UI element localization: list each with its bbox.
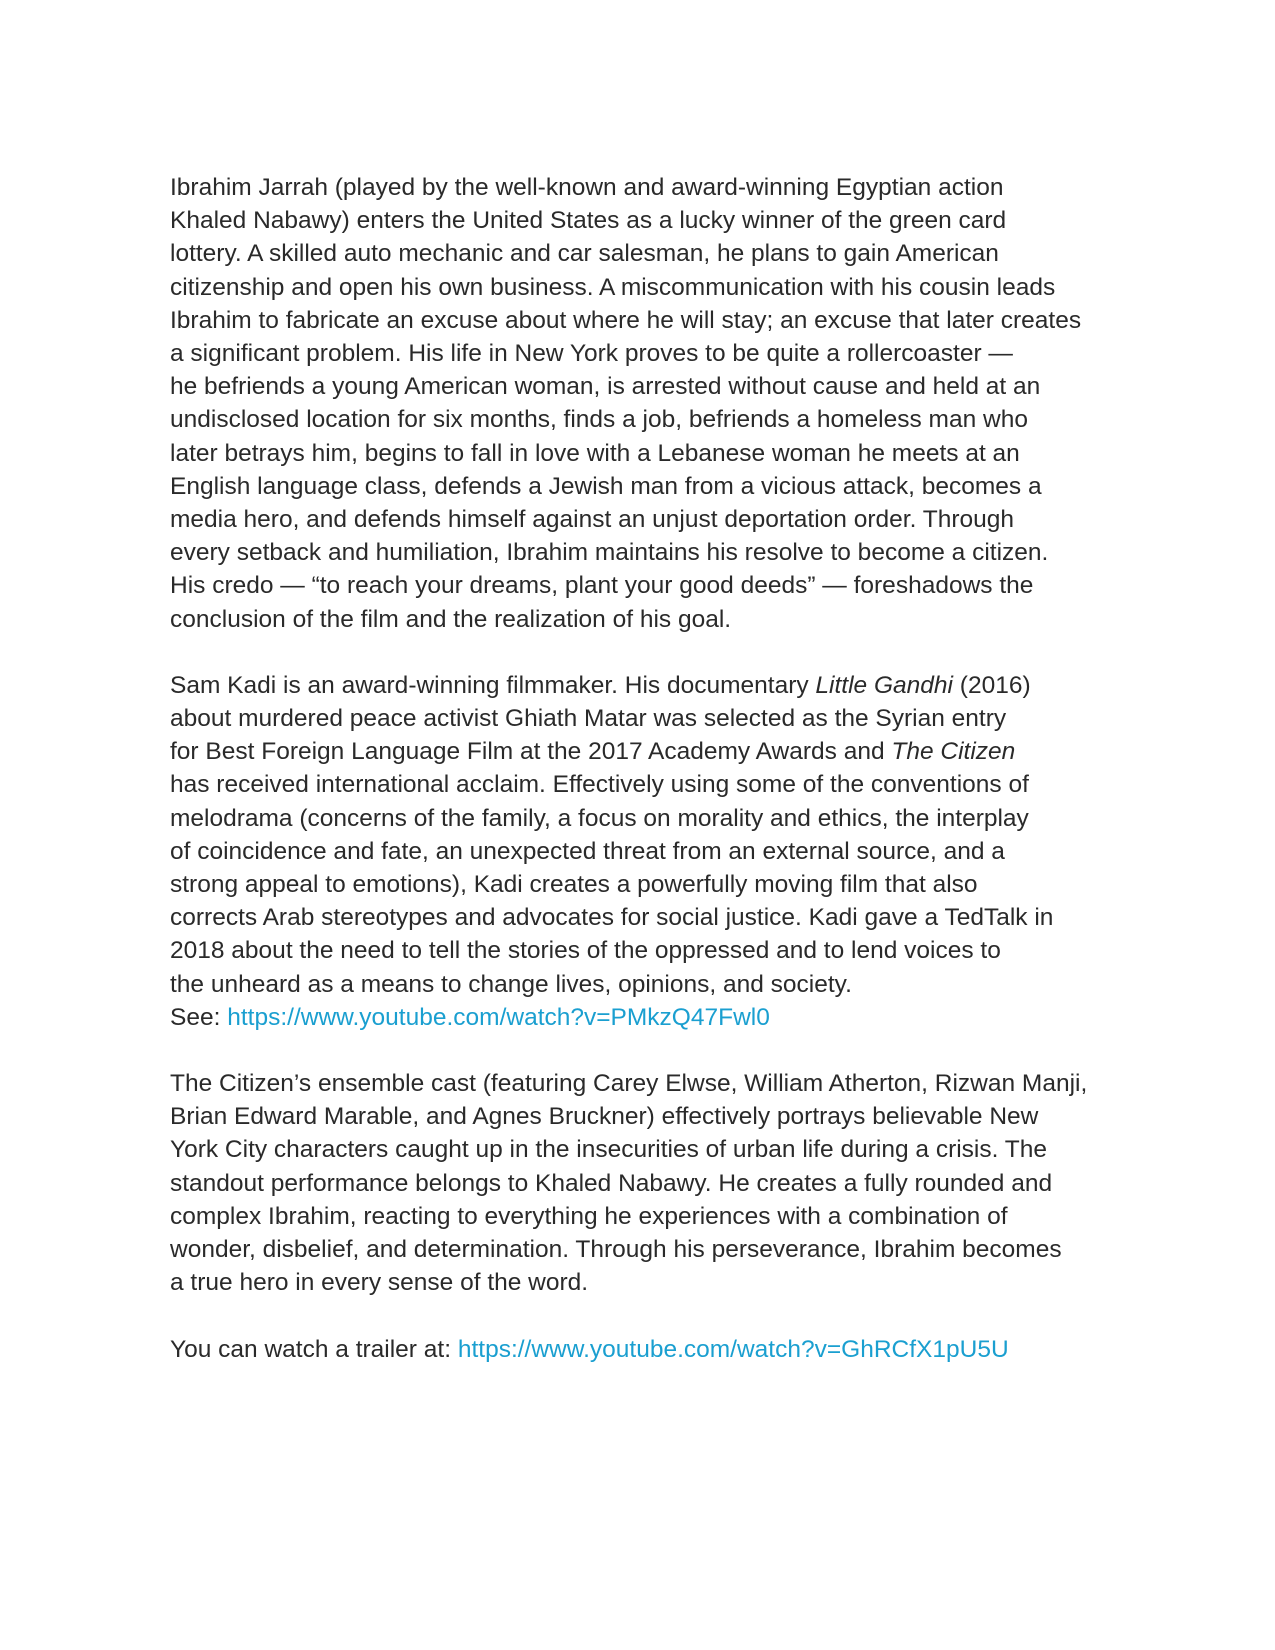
- text-line: York City characters caught up in the insecurities of urban life during a crisis. The: [170, 1136, 1047, 1164]
- text-line: Khaled Nabawy) enters the United States as a lucky winner of the green card: [170, 207, 1007, 235]
- text-line: lottery. A skilled auto mechanic and car salesman, he plans to gain American: [170, 240, 999, 268]
- text-segment: (2016): [952, 671, 1031, 699]
- text-line: standout performance belongs to Khaled Nabawy. He creates a fully rounded and: [170, 1169, 1053, 1197]
- text-line: corrects Arab stereotypes and advocates for social justice. Kadi gave a TedTalk in: [170, 904, 1054, 932]
- filmmaker-paragraph: [170, 669, 1130, 1034]
- text-line: His credo — “to reach your dreams, plant your good deeds” — foreshadows the: [170, 572, 1034, 600]
- text-line: a true hero in every sense of the word.: [170, 1269, 589, 1297]
- text-line: citizenship and open his own business. A miscommunication with his cousin leads: [170, 273, 1056, 301]
- text-segment: for Best Foreign Language Film at the 2017 Academy Awards and: [170, 738, 892, 766]
- text-line: wonder, disbelief, and determination. Through his perseverance, Ibrahim becomes: [170, 1236, 1062, 1264]
- trailer-link[interactable]: https://www.youtube.com/watch?v=GhRCfX1pU5U: [457, 1335, 1009, 1363]
- text-line: [170, 735, 1130, 768]
- text-line: [170, 669, 1130, 702]
- text-line: conclusion of the film and the realization of his goal.: [170, 605, 732, 633]
- text-line: The Citizen’s ensemble cast (featuring Carey Elwse, William Atherton, Rizwan Manji,: [170, 1070, 1088, 1098]
- text-line: media hero, and defends himself against an unjust deportation order. Through: [170, 506, 1014, 534]
- synopsis-paragraph: [170, 171, 1130, 636]
- text-line: complex Ibrahim, reacting to everything he experiences with a combination of: [170, 1202, 1008, 1230]
- text-line: Ibrahim Jarrah (played by the well-known and award-winning Egyptian action: [170, 174, 1004, 201]
- text-line: of coincidence and fate, an unexpected threat from an external source, and a: [170, 837, 1005, 865]
- trailer-paragraph: [170, 1333, 1130, 1366]
- text-line: later betrays him, begins to fall in love with a Lebanese woman he meets at an: [170, 439, 1020, 467]
- cast-paragraph: [170, 1067, 1130, 1299]
- text-line: Brian Edward Marable, and Agnes Bruckner) effectively portrays believable New: [170, 1103, 1039, 1131]
- text-line: 2018 about the need to tell the stories of the oppressed and to lend voices to: [170, 937, 1001, 965]
- text-line: [170, 1001, 1130, 1034]
- document-body: [170, 171, 1130, 1399]
- text-line: every setback and humiliation, Ibrahim maintains his resolve to become a citizen.: [170, 539, 1049, 567]
- text-line: about murdered peace activist Ghiath Matar was selected as the Syrian entry: [170, 705, 1007, 733]
- trailer-label: You can watch a trailer at:: [170, 1335, 458, 1363]
- text-line: undisclosed location for six months, finds a job, befriends a homeless man who: [170, 406, 1028, 434]
- text-line: Ibrahim to fabricate an excuse about where he will stay; an excuse that later creates: [170, 306, 1082, 334]
- text-line: a significant problem. His life in New York proves to be quite a rollercoaster —: [170, 340, 1013, 368]
- text-line: he befriends a young American woman, is arrested without cause and held at an: [170, 373, 1041, 401]
- text-line: melodrama (concerns of the family, a focus on morality and ethics, the interplay: [170, 804, 1029, 832]
- film-title-little-gandhi: Little Gandhi: [815, 671, 953, 699]
- text-segment: Sam Kadi is an award-winning filmmaker. His documentary: [170, 671, 816, 699]
- text-line: has received international acclaim. Effectively using some of the conventions of: [170, 771, 1029, 799]
- film-title-the-citizen: The Citizen: [891, 738, 1016, 766]
- tedtalk-link[interactable]: https://www.youtube.com/watch?v=PMkzQ47Fwl0: [227, 1003, 770, 1031]
- see-label: See:: [170, 1003, 228, 1031]
- text-line: strong appeal to emotions), Kadi creates a powerfully moving film that also: [170, 871, 978, 899]
- text-line: the unheard as a means to change lives, opinions, and society.: [170, 970, 852, 998]
- text-line: English language class, defends a Jewish man from a vicious attack, becomes a: [170, 472, 1042, 500]
- text-line: [170, 1333, 1130, 1366]
